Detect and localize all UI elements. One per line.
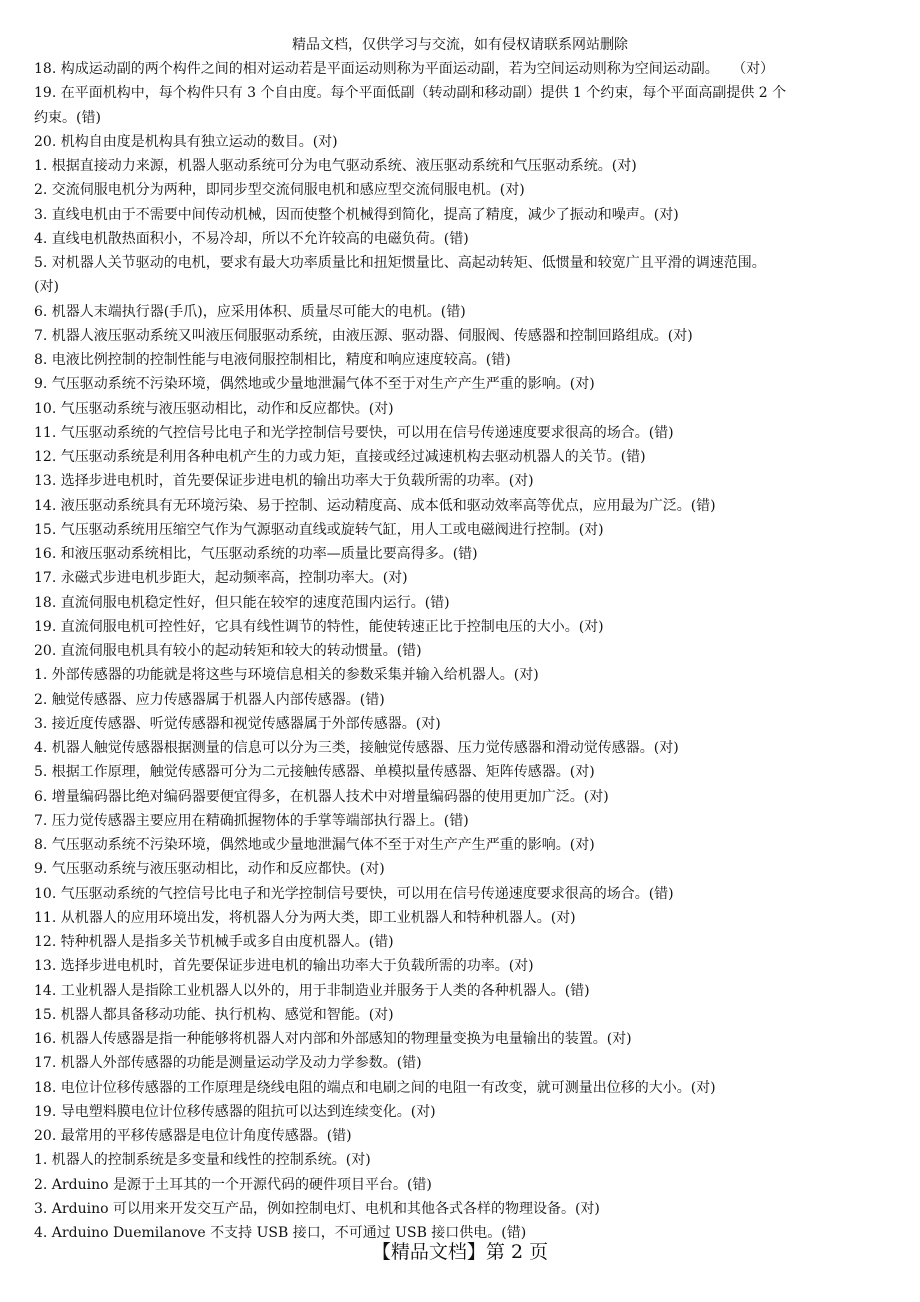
text-line: 16. 和液压驱动系统相比，气压驱动系统的功率—质量比要高得多。(错) [34,546,478,562]
text-line: 15. 气压驱动系统用压缩空气作为气源驱动直线或旋转气缸，用人工或电磁阀进行控制。(对) [34,521,604,538]
text-line: 19. 在平面机构中，每个构件只有 3 个自由度。每个平面低副（转动副和移动副）提供 1 个约束，每个平面高副提供 2 个 [34,85,787,102]
text-line: 6. 增量编码器比绝对编码器要便宜得多，在机器人技术中对增量编码器的使用更加广泛。(对) [34,788,609,805]
text-line: 19. 导电塑料膜电位计位移传感器的阻抗可以达到连续变化。(对) [34,1103,436,1120]
page-footer: 【精品文档】第 2 页 [371,1241,549,1263]
text-line: 4. 直线电机散热面积小，不易冷却，所以不允许较高的电磁负荷。(错) [34,230,469,247]
text-line: 约束。(错) [34,109,101,126]
text-line: 17. 永磁式步进电机步距大，起动频率高，控制功率大。(对) [34,570,408,587]
text-line: 2. Arduino 是源于土耳其的一个开源代码的硬件项目平台。(错) [34,1176,432,1193]
text-line: 1. 机器人的控制系统是多变量和线性的控制系统。(对) [34,1152,371,1169]
text-line: 5. 对机器人关节驱动的电机，要求有最大功率质量比和扭矩惯量比、高起动转矩、低惯量和较宽广且平滑的调速范围。 [34,255,766,271]
text-line: (对) [34,279,59,296]
text-line: 11. 气压驱动系统的气控信号比电子和光学控制信号要快，可以用在信号传递速度要求很高的场合。(错) [34,424,674,441]
text-line: 13. 选择步进电机时，首先要保证步进电机的输出功率大于负载所需的功率。(对) [34,473,534,490]
text-line: 4. Arduino Duemilanove 不支持 USB 接口，不可通过 USB 接口供电。(错) [34,1225,527,1241]
text-line: 13. 选择步进电机时，首先要保证步进电机的输出功率大于负载所需的功率。(对) [34,958,534,975]
text-line: 20. 机构自由度是机构具有独立运动的数目。(对) [34,133,338,150]
text-line: 4. 机器人触觉传感器根据测量的信息可以分为三类，接触觉传感器、压力觉传感器和滑动觉传感器。(对) [34,740,679,756]
text-line: 19. 直流伺服电机可控性好，它具有线性调节的特性，能使转速正比于控制电压的大小。(对) [34,618,604,635]
text-line: 9. 气压驱动系统与液压驱动相比，动作和反应都快。(对) [34,861,385,878]
text-line: 1. 外部传感器的功能就是将这些与环境信息相关的参数采集并输入给机器人。(对) [34,667,539,684]
text-line: 16. 机器人传感器是指一种能够将机器人对内部和外部感知的物理量变换为电量输出的装置。(对) [34,1031,632,1047]
text-line: 2. 交流伺服电机分为两种，即同步型交流伺服电机和感应型交流伺服电机。(对) [34,182,525,199]
text-line: 3. Arduino 可以用来开发交互产品，例如控制电灯、电机和其他各式各样的物理设备。(对) [34,1200,600,1217]
text-line: 5. 根据工作原理，触觉传感器可分为二元接触传感器、单模拟量传感器、矩阵传感器。(对) [34,764,595,781]
text-line: 18. 直流伺服电机稳定性好，但只能在较窄的速度范围内运行。(错) [34,594,450,611]
text-line: 12. 气压驱动系统是利用各种电机产生的力或力矩，直接或经过减速机构去驱动机器人的关节。(错) [34,449,646,465]
document-body [34,57,890,1245]
text-line: 8. 电液比例控制的控制性能与电液伺服控制相比，精度和响应速度较高。(错) [34,352,511,368]
text-line: 3. 接近度传感器、听觉传感器和视觉传感器属于外部传感器。(对) [34,715,441,732]
text-line: 11. 从机器人的应用环境出发，将机器人分为两大类，即工业机器人和特种机器人。(对) [34,909,576,926]
text-line: 14. 工业机器人是指除工业机器人以外的，用于非制造业并服务于人类的各种机器人。(错) [34,982,590,999]
text-line: 8. 气压驱动系统不污染环境，偶然地或少量地泄漏气体不至于对生产产生严重的影响。(对) [34,837,595,853]
text-line: 15. 机器人都具备移动功能、执行机构、感觉和智能。(对) [34,1006,394,1023]
text-line: 18. 构成运动副的两个构件之间的相对运动若是平面运动则称为平面运动副，若为空间运动则称为空间运动副。 （对） [34,61,775,77]
text-line: 20. 最常用的平移传感器是电位计角度传感器。(错) [34,1128,352,1144]
text-line: 12. 特种机器人是指多关节机械手或多自由度机器人。(错) [34,934,394,950]
text-line: 2. 触觉传感器、应力传感器属于机器人内部传感器。(错) [34,691,385,708]
text-line: 7. 压力觉传感器主要应用在精确抓握物体的手掌等端部执行器上。(错) [34,812,469,829]
page-header: 精品文档，仅供学习与交流，如有侵权请联系网站删除 [292,37,628,53]
text-line: 6. 机器人末端执行器(手爪)，应采用体积、质量尽可能大的电机。(错) [34,303,466,320]
text-line: 1. 根据直接动力来源，机器人驱动系统可分为电气驱动系统、液压驱动系统和气压驱动系统。(对) [34,158,637,174]
text-line: 3. 直线电机由于不需要中间传动机械，因而使整个机械得到简化，提高了精度，减少了振动和噪声。(对) [34,206,679,223]
text-line: 10. 气压驱动系统的气控信号比电子和光学控制信号要快，可以用在信号传递速度要求很高的场合。(错) [34,885,674,902]
text-line: 9. 气压驱动系统不污染环境，偶然地或少量地泄漏气体不至于对生产产生严重的影响。(对) [34,376,595,393]
text-line: 7. 机器人液压驱动系统又叫液压伺服驱动系统，由液压源、驱动器、伺服阀、传感器和控制回路组成。(对) [34,327,693,344]
text-line: 10. 气压驱动系统与液压驱动相比，动作和反应都快。(对) [34,400,394,417]
text-line: 17. 机器人外部传感器的功能是测量运动学及动力学参数。(错) [34,1055,422,1072]
text-line: 20. 直流伺服电机具有较小的起动转矩和较大的转动惯量。(错) [34,643,422,659]
text-line: 14. 液压驱动系统具有无环境污染、易于控制、运动精度高、成本低和驱动效率高等优点，应用最为广泛。(错) [34,497,716,514]
text-line: 18. 电位计位移传感器的工作原理是绕线电阻的端点和电刷之间的电阻一有改变，就可测量出位移的大小。(对) [34,1079,716,1096]
